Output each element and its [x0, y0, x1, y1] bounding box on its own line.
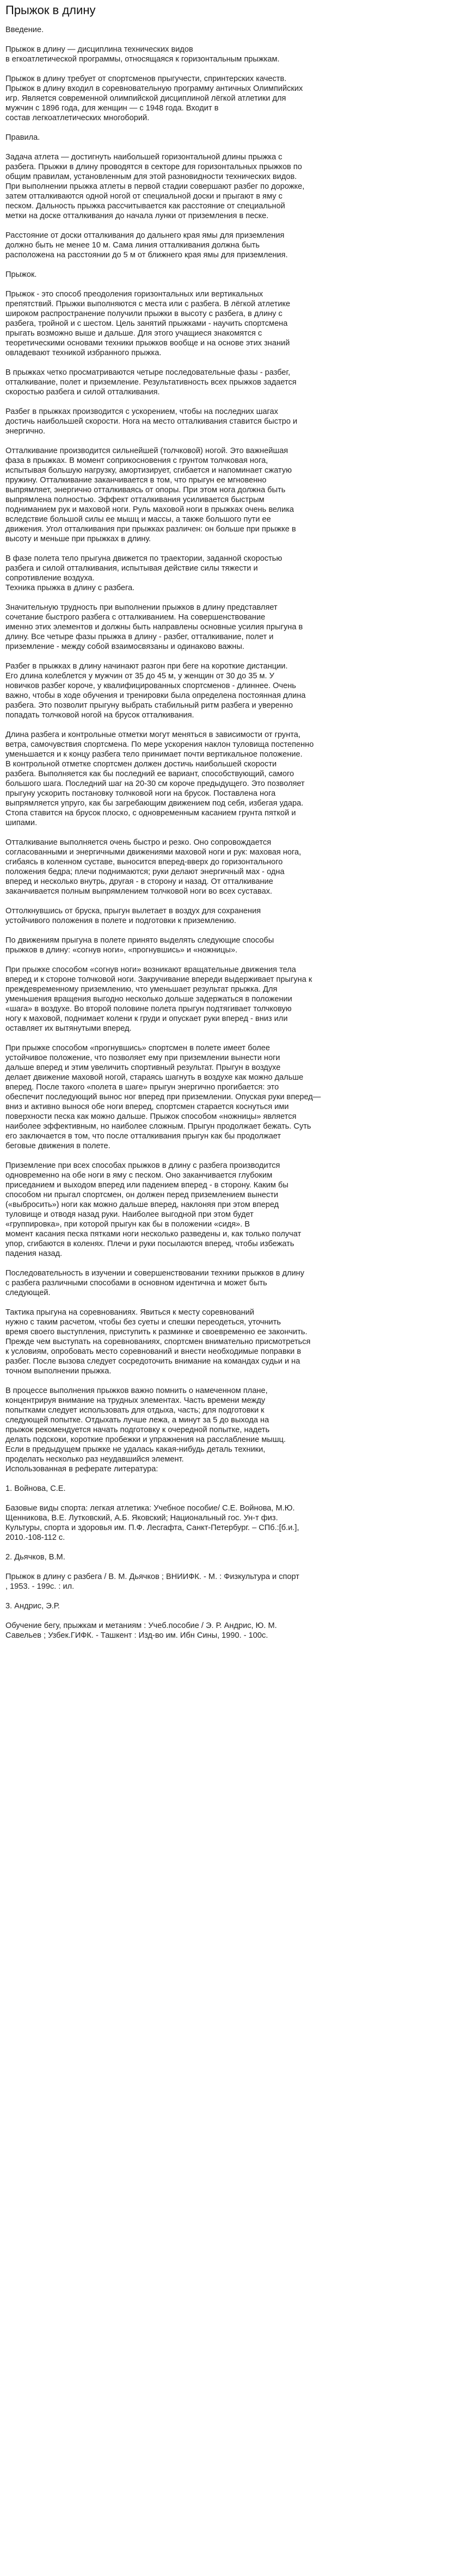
- reference-text: Обучение бегу, прыжкам и метаниям : Учеб.пособие / Э. Р. Андрис, Ю. М. Савельев ; Узбек.ГИФК. - Ташкент : Изд-во им. Ибн Сины, 1990. - 100с.: [5, 1621, 277, 1640]
- reference-number: 2. Дьячков, В.М.: [5, 1553, 65, 1562]
- paragraph-leaving-board: Оттолкнувшись от бруска, прыгун вылетает в воздух для сохранения устойчивого положения в полете и подготовки к приземлению.: [5, 907, 261, 925]
- paragraph-rules-task: Задача атлета — достигнуть наибольшей горизонтальной длины прыжка с разбега. Прыжки в длину проводятся в секторе для горизонтальных прыжков по общим правилам, установленным для этой разновидности технических видов. При выполнении прыжка атлеты в первой стадии совершают разбег по дорожке, затем отталкиваются одной ногой от специальной доски и прыгают в яму с песком. Дальность прыжка рассчитывается как расстояние от специальной метки на доске отталкивания до начала лунки от приземления в песке.: [5, 153, 305, 220]
- paragraph-jump-phases: В прыжках четко просматриваются четыре последовательные фазы - разбег, отталкивание, полет и приземление. Результативность всех прыжков задается скоростью разбега и силой отталкивания.: [5, 368, 297, 397]
- reference-item: [5, 1601, 456, 1640]
- paragraph-control-marks: Длина разбега и контрольные отметки могут меняться в зависимости от грунта, ветра, самочувствия спортсмена. По мере ускорения наклон туловища постепенно уменьшается и к концу разбега тело принимает почти вертикальное положение. В контрольной отметке спортсмен должен достичь наибольшей скорости разбега. Выполняется как бы последний ее вариант, способствующий, самого большого шага. Последний шаг на 20-30 см короче предыдущего. Это позволяет прыгуну ускорить постановку толчковой ноги на брусок. Поставлена нога выпрямляется упруго, как бы загребающим движением под себя, избегая удара. Стопа ставится на брусок плоско, с одновременным касанием грунта пяткой и шипами.: [5, 730, 314, 827]
- paragraph-rules-heading: Правила.: [5, 133, 40, 142]
- reference-list: [5, 1484, 456, 1640]
- reference-item: [5, 1552, 456, 1592]
- paragraph-style-knees-bent: При прыжке способом «согнув ноги» возникают вращательные движения тела вперед и к стороне толчковой ноги. Закручивание впереди выдерживает прыгуна к преждевременному приземлению, что уменьшает результат прыжка. Для уменьшения вращения выгодно несколько дольше задержаться в положении «шага» в воздухе. Во второй половине полета прыгун подтягивает толчковую ногу к маховой, поднимает колени к груди и опускает руки вперед - вниз или оставляет их вытянутыми вперед.: [5, 965, 312, 1033]
- page-title: Прыжок в длину: [5, 3, 96, 17]
- paragraph-jump-definition: Прыжок - это способ преодоления горизонтальных или вертикальных препятствий. Прыжки выполняются с места или с разбега. В лёгкой атлетике широком распространение получили прыжки в высоту с разбега, в длину с разбега, тройной и с шестом. Цель занятий прыжками - научить спортсмена прыгать возможно выше и дальше. Для этого учащиеся знакомятся с теоретическими основами техники прыжков вообще и на основе этих знаний овладевают техникой избранного прыжка.: [5, 290, 291, 357]
- paragraph-style-arched: При прыжке способом «прогнувшись» спортсмен в полете имеет более устойчивое положение, что позволяет ему при приземлении вынести ноги дальше вперед и этим увеличить спортивный результат. Прыгун в воздухе делает движение маховой ногой, стараясь шагнуть в воздухе как можно дальше вперед. После такого «полета в шаге» прыгун энергично прогибается: это обеспечит последующий вынос ног вперед при приземлении. Опуская руки вперед— вниз и активно вынося обе ноги вперед, спортсмен старается коснуться ими поверхности песка как можно дальше. Прыжок способом «ножницы» является наиболее эффективным, но наиболее сложным. Прыгун продолжает бежать. Суть его заключается в том, что после отталкивания прыгун как бы продолжает беговые движения в полете.: [5, 1044, 321, 1150]
- paragraph-run-up: Разбег в прыжках производится с ускорением, чтобы на последних шагах достичь наибольшей скорости. Нога на место отталкивания ставится быстро и энергично.: [5, 407, 298, 436]
- reference-text: Прыжок в длину с разбега / В. М. Дьячков ; ВНИИФК. - М. : Физкультура и спорт , 1953. - 199с. : ил.: [5, 1572, 299, 1591]
- paragraph-technique-difficulty: Значительную трудность при выполнении прыжков в длину представляет сочетание быстрого разбега с отталкиванием. На совершенствование именно этих элементов и должны быть направлены основные усилия прыгуна в длину. Все четыре фазы прыжка в длину - разбег, отталкивание, полет и приземление - между собой взаимосвязаны и одинаково важны.: [5, 603, 303, 651]
- paragraph-flight-phase: В фазе полета тело прыгуна движется по траектории, заданной скоростью разбега и силой отталкивания, испытывая действие силы тяжести и сопротивление воздуха. Техника прыжка в длину с разбега.: [5, 554, 282, 592]
- paragraph-competition-tactics: Тактика прыгуна на соревнованиях. Явиться к месту соревнований нужно с таким расчетом, чтобы без суеты и спешки переодеться, уточнить время своего выступления, приступить к разминке и своевременно ее закончить. Прежде чем выступать на соревнованиях, спортсмен внимательно присмотреться к условиям, опробовать место соревнований и внести необходимые поправки в разбег. После вызова следует сосредоточить внимание на командах судьи и на точном выполнении прыжка.: [5, 1308, 311, 1376]
- reference-item: [5, 1484, 456, 1543]
- reference-text: Базовые виды спорта: легкая атлетика: Учебное пособие/ С.Е. Войнова, М.Ю. Щенникова, В.Е. Лутковский, А.Б. Яковский; Национальный гос. Ун-т физ. Культуры, спорта и здоровья им. П.Ф. Лесгафта, Санкт-Петербург. – СПб.:[б.и.], 2010.-108-112 с.: [5, 1504, 299, 1542]
- reference-number: 3. Андрис, Э.Р.: [5, 1602, 60, 1611]
- paragraph-learning-sequence: Последовательность в изучении и совершенствовании техники прыжков в длину с разбега различными способами в основном идентична и может быть следующей.: [5, 1269, 305, 1297]
- paragraph-take-off: Отталкивание производится сильнейшей (толчковой) ногой. Это важнейшая фаза в прыжках. В момент соприкосновения с грунтом толчковая нога, испытывая большую нагрузку, амортизирует, сгибается и напоминает сжатую пружину. Отталкивание заканчивается в том, что прыгун ее мгновенно выпрямляет, энергично отталкиваясь от опоры. При этом нога должна быть выпрямлена полностью. Эффект отталкивания усиливается быстрым подниманием рук и маховой ноги. Руль маховой ноги в прыжках очень велика вследствие большой силы ее мышц и массы, а также большого пути ее движения. Угол отталкивания при прыжках различен: он больше при прыжке в высоту и меньше при прыжках в длину.: [5, 447, 296, 543]
- paragraph-intro-heading: Введение.: [5, 26, 44, 34]
- paragraph-flight-styles: По движениям прыгуна в полете принято выделять следующие способы прыжков в длину: «согнув ноги», «прогнувшись» и «ножницы».: [5, 936, 274, 955]
- paragraph-rules-distance: Расстояние от доски отталкивания до дальнего края ямы для приземления должно быть не менее 10 м. Сама линия отталкивания должна быть расположена на расстоянии до 5 м от ближнего края ямы для приземления.: [5, 231, 288, 259]
- paragraph-run-up-length: Разбег в прыжках в длину начинают разгон при беге на короткие дистанции. Его длина колеблется у мужчин от 35 до 45 м, у женщин от 30 до 35 м. У новичков разбег короче, у квалифицированных спортсменов - длиннее. Очень важно, чтобы в ходе обучения и тренировки была определена постоянная длина разбега. Это позволит прыгуну выбрать стабильный ритм разбега и уверенно попадать толчковой ногой на брусок отталкивания.: [5, 662, 306, 720]
- paragraph-attempts-and-literature: В процессе выполнения прыжков важно помнить о намеченном плане, концентрируя внимание на трудных элементах. Часть времени между попытками следует использовать для отдыха, часть; для подготовки к следующей попытке. Отдыхать лучше лежа, а минут за 5 до выхода на прыжок рекомендуется начать подготовку к очередной попытке, надеть делать подскоки, короткие пробежки и упражнения на расслабление мышц. Если в предыдущем прыжке не удалась какая-нибудь деталь техники, проделать несколько раз неудавшийся элемент. Использованная в реферате литература:: [5, 1386, 286, 1473]
- paragraph-take-off-execution: Отталкивание выполняется очень быстро и резко. Оно сопровождается согласованными и энергичными движениями маховой ноги и рук: маховая нога, сгибаясь в коленном суставе, выносится вперед-вверх до горизонтального положения бедра; плечи поднимаются; руки делают энергичный мах - одна вперед и несколько внутрь, другая - в сторону и назад. От отталкивание заканчивается полным выпрямлением толчковой ноги во всех суставах.: [5, 838, 302, 896]
- reference-number: 1. Войнова, С.Е.: [5, 1484, 66, 1493]
- paragraph-landing: Приземление при всех способах прыжков в длину с разбега производится одновременно на обе ноги в яму с песком. Оно заканчивается глубоким приседанием и выходом вперед или падением вперед - в сторону. Каким бы способом ни прыгал спортсмен, он должен перед приземлением вынести («выбросить») ноги как можно дальше вперед, наклоняя при этом вперед туловище и отводя назад руки. Наиболее выгодной при этом будет «группировка», при которой прыгун как бы в положении «сидя». В момент касания песка пятками ноги несколько разведены и, как только получат упор, сгибаются в коленях. Плечи и руки посылаются вперед, чтобы избежать падения назад.: [5, 1161, 302, 1258]
- paragraph-definition: Прыжок в длину — дисциплина технических видов в егкоатлетической программы, относящаяся к горизонтальным прыжкам.: [5, 45, 280, 64]
- paragraph-history: Прыжок в длину требует от спортсменов прыгучести, спринтерских качеств. Прыжок в длину входил в соревновательную программу античных Олимпийских игр. Является современной олимпийской дисциплиной лёгкой атлетики для мужчин с 1896 года, для женщин — с 1948 года. Входит в состав легкоатлетических многоборий.: [5, 75, 303, 122]
- paragraph-jump-heading: Прыжок.: [5, 270, 37, 279]
